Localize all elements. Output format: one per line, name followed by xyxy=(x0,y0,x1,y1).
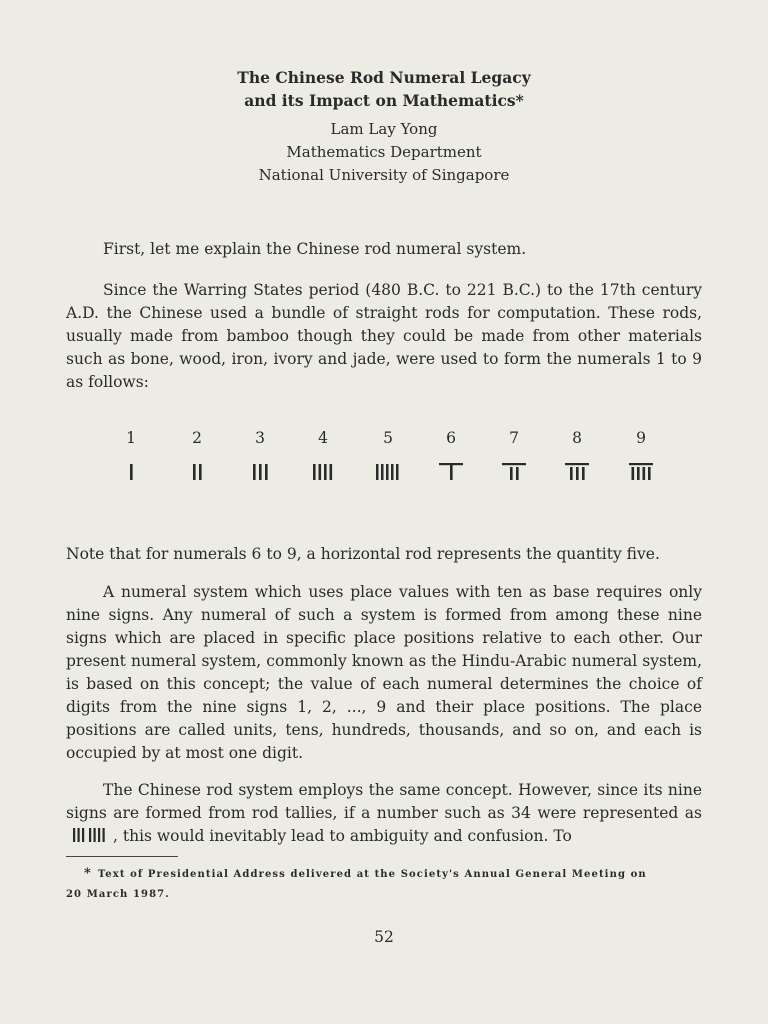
footnote-line-2: 20 March 1987. xyxy=(66,889,170,900)
rod-numeral-table xyxy=(0,428,768,498)
article-title-line-2: and its Impact on Mathematics* xyxy=(244,91,524,110)
rod-glyph-9 xyxy=(626,462,656,482)
rod-numeral-1 xyxy=(106,428,156,482)
footnote xyxy=(66,864,706,905)
paragraph-rod-system-continued: , this would inevitably lead to ambiguity and confusion. To xyxy=(113,827,572,845)
author-university: National University of Singapore xyxy=(258,166,510,184)
numeral-label: 4 xyxy=(318,429,328,447)
rod-glyph-1 xyxy=(116,462,146,482)
rod-numeral-2 xyxy=(172,428,222,482)
footnote-marker: * xyxy=(84,866,92,881)
paragraph-rod-system xyxy=(66,779,702,848)
rod-numeral-9 xyxy=(616,428,666,482)
footnote-rule xyxy=(66,856,178,857)
numeral-label: 5 xyxy=(383,429,393,447)
author-name: Lam Lay Yong xyxy=(330,120,438,138)
author-department: Mathematics Department xyxy=(286,143,482,161)
article-header xyxy=(0,66,768,187)
paragraph-history: Since the Warring States period (480 B.C. to 221 B.C.) to the 17th century A.D. the Chinese used a bundle of straight rods for computation. These rods, usually made from bamboo though they could be made from other materials such as bone, wood, iron, ivory and jade, were used to form the numerals 1 to 9 as follows: xyxy=(66,281,702,391)
rod-glyph-2 xyxy=(182,462,212,482)
rod-glyph-7 xyxy=(499,462,529,482)
rod-glyph-3 xyxy=(245,462,275,482)
footnote-line-1 xyxy=(66,864,706,885)
rod-glyph-4 xyxy=(308,462,338,482)
numeral-label: 8 xyxy=(572,429,582,447)
numeral-label: 1 xyxy=(126,429,136,447)
rod-numeral-4 xyxy=(298,428,348,482)
numeral-label: 9 xyxy=(636,429,646,447)
rod-numeral-5 xyxy=(363,428,413,482)
rod-numeral-8 xyxy=(552,428,602,482)
rod-numeral-3 xyxy=(235,428,285,482)
rod-glyph-6 xyxy=(436,462,466,482)
page-number: 52 xyxy=(374,928,394,946)
rod-34-inline-glyph xyxy=(72,827,110,843)
rod-glyph-5 xyxy=(373,462,403,482)
numeral-label: 7 xyxy=(509,429,519,447)
numeral-label: 6 xyxy=(446,429,456,447)
numeral-label: 2 xyxy=(192,429,202,447)
article-title-line-1: The Chinese Rod Numeral Legacy xyxy=(237,68,531,87)
numeral-label: 3 xyxy=(255,429,265,447)
paragraph-place-values: A numeral system which uses place values with ten as base requires only nine signs. Any numeral of such a system is formed from among these nine signs which are placed in specific place positions relative to each other. Our present numeral system, commonly known as the Hindu-Arabic numeral system, is based on this concept; the value of each numeral determines the choice of digits from the nine signs 1, 2, ..., 9 and their place positions. The place positions are called units, tens, hundreds, thousands, and so on, and each is occupied by at most one digit. xyxy=(66,583,702,762)
rod-numeral-7 xyxy=(489,428,539,482)
rod-glyph-8 xyxy=(562,462,592,482)
footnote-text: Text of Presidential Address delivered at the Society's Annual General Meeting on xyxy=(97,869,647,880)
paragraph-rod-system-text: The Chinese rod system employs the same concept. However, since its nine signs are formed from rod tallies, if a number such as 34 were represented as xyxy=(66,781,702,822)
paragraph-intro: First, let me explain the Chinese rod numeral system. xyxy=(103,240,527,258)
paragraph-note: Note that for numerals 6 to 9, a horizontal rod represents the quantity five. xyxy=(66,545,660,563)
rod-numeral-6 xyxy=(426,428,476,482)
